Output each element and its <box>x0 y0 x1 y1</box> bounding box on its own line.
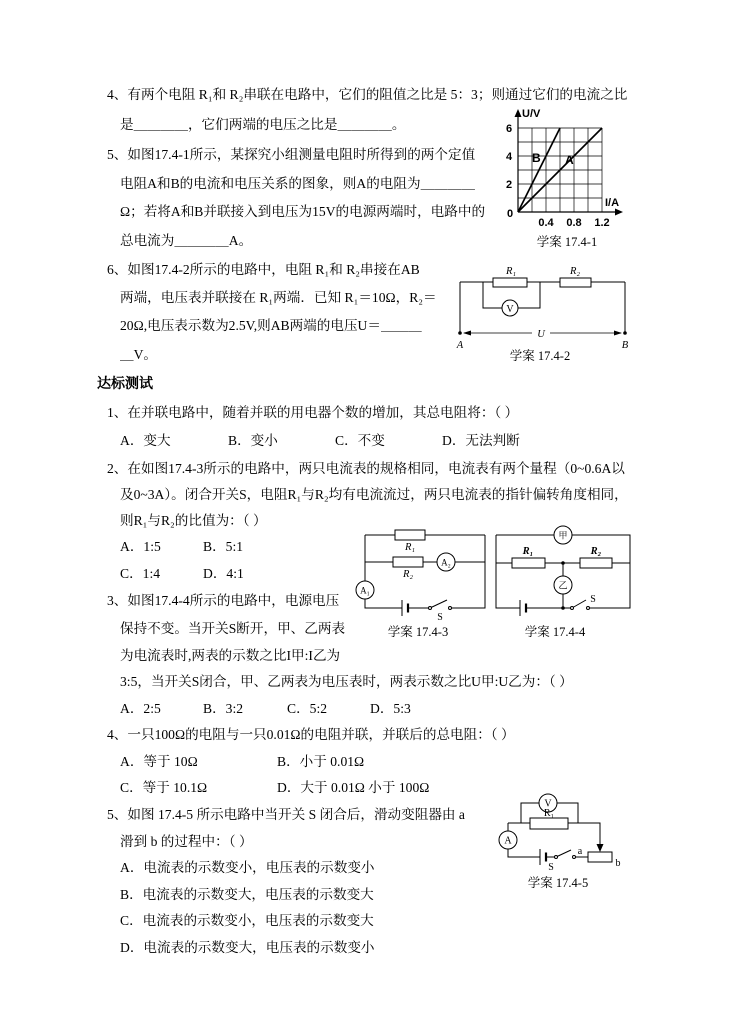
figure-17-4-3-caption: 学案 17.4-3 <box>387 625 449 639</box>
junction-dot-bottom <box>561 606 565 610</box>
test-q5-option-b: B．电流表的示数变大，电压表的示数变大 <box>120 887 374 902</box>
q6-line-4: ＿V。 <box>120 347 158 362</box>
test-q5-line-2: 滑到 b 的过程中：（ ） <box>120 834 253 849</box>
r1-label: R₁ <box>505 266 517 277</box>
r1-label: R₁ <box>543 808 555 819</box>
resistor-r2 <box>580 558 612 568</box>
junction-dot-top <box>561 561 565 565</box>
circuit-wires <box>496 535 630 608</box>
circuit-wires <box>365 535 485 608</box>
terminal-a-dot <box>458 331 462 335</box>
figure-17-4-5-caption: 学案 17.4-5 <box>527 876 589 890</box>
switch-label: S <box>590 594 596 605</box>
test-q1-option-b: B．变小 <box>228 433 278 448</box>
terminal-b-label: B <box>621 340 629 351</box>
y-tick-4: 4 <box>505 151 513 163</box>
switch-s <box>555 850 576 859</box>
voltmeter-label: V <box>544 798 552 810</box>
rheostat-end-b-label: b <box>615 858 621 869</box>
switch-s <box>571 600 590 610</box>
r2-label: R₂ <box>402 569 414 580</box>
meter-jia-label: 甲 <box>558 530 568 541</box>
test-q2-option-a: A．1:5 <box>120 539 161 554</box>
figure-17-4-5-circuit <box>495 790 625 875</box>
origin-label: 0 <box>506 208 514 220</box>
figure-17-4-4-circuit <box>490 522 635 624</box>
ammeter-a2-label: A₂ <box>441 557 451 568</box>
test-q3-option-d: D．5:3 <box>370 701 411 716</box>
q5-line-1: 5、如图17.4-1所示，某探究小组测量电阻时所得到的两个定值 <box>107 147 476 162</box>
q6-line-1: 6、如图17.4-2所示的电路中，电阻 R₁和 R₂串接在AB <box>107 262 420 277</box>
test-q3-line-2: 保持不变。当开关S断开，甲、乙两表 <box>120 621 346 636</box>
meter-yi-label: 乙 <box>558 580 568 591</box>
battery <box>402 600 408 616</box>
resistor-r1 <box>493 278 527 287</box>
test-q5-option-c: C．电流表的示数变小，电压表的示数变大 <box>120 913 374 928</box>
test-q1-option-d: D．无法判断 <box>442 433 520 448</box>
test-q3-line-3: 为电流表时,两表的示数之比I甲:I乙为 <box>120 648 341 663</box>
q4-line-2: 是＿＿＿＿，它们两端的电压之比是＿＿＿＿。 <box>120 117 406 132</box>
line-a-label: A <box>565 153 574 167</box>
x-tick-0-8: 0.8 <box>566 217 582 229</box>
test-q5-option-a: A．电流表的示数变小，电压表的示数变小 <box>120 860 375 875</box>
line-b-label: B <box>532 151 541 165</box>
test-q2-option-d: D．4:1 <box>203 566 244 581</box>
resistor-r1 <box>530 818 568 829</box>
switch-label: S <box>437 612 443 623</box>
resistor-r1 <box>512 558 545 568</box>
q5-line-4: 总电流为＿＿＿＿A。 <box>120 233 253 248</box>
figure-17-4-2-caption: 学案 17.4-2 <box>509 349 571 363</box>
test-q3-option-a: A．2:5 <box>120 701 161 716</box>
rheostat-slider-arrow <box>597 844 604 852</box>
q4-line-1: 4、有两个电阻 R₁和 R₂串联在电路中，它们的阻值之比是 5：3；则通过它们的电流之比 <box>107 87 628 102</box>
test-q4-option-b: B．小于 0.01Ω <box>277 754 365 769</box>
switch-s <box>429 600 452 610</box>
y-tick-6: 6 <box>505 123 513 135</box>
test-q4-option-d: D．大于 0.01Ω 小于 100Ω <box>277 780 430 795</box>
figure-17-4-1-caption: 学案 17.4-1 <box>536 235 598 249</box>
test-q4-line-1: 4、一只100Ω的电阻与一只0.01Ω的电阻并联，并联后的总电阻：（ ） <box>107 727 515 742</box>
test-q1-option-a: A．变大 <box>120 433 171 448</box>
ammeter-label: A <box>504 835 512 847</box>
circuit-wires <box>460 282 625 333</box>
y-axis-label: U/V <box>522 108 541 120</box>
ammeter-a1-label: A₁ <box>360 585 370 596</box>
y-tick-2: 2 <box>505 179 513 191</box>
r2-label: R₂ <box>590 546 602 557</box>
test-q5-line-1: 5、如图 17.4-5 所示电路中当开关 S 闭合后，滑动变阻器由 a <box>107 807 465 822</box>
q5-line-3: Ω；若将A和B并联接入到电压为15V的电源两端时，电路中的 <box>120 204 486 219</box>
r1-label: R₁ <box>404 542 416 553</box>
voltage-u-label: U <box>537 329 545 340</box>
terminal-b-dot <box>623 331 627 335</box>
battery <box>540 849 546 865</box>
section-heading: 达标测试 <box>97 377 153 392</box>
test-q4-option-a: A．等于 10Ω <box>120 754 198 769</box>
x-axis-label: I/A <box>605 197 620 209</box>
figure-17-4-4-caption: 学案 17.4-4 <box>524 625 586 639</box>
figure-17-4-1-graph <box>495 105 635 230</box>
q5-line-2: 电阻A和B的电流和电压关系的图象，则A的电阻为＿＿＿＿ <box>120 176 475 191</box>
resistor-r2 <box>560 278 591 287</box>
test-q3-line-4: 3:5，当开关S闭合，甲、乙两表为电压表时，两表示数之比U甲:U乙为：（ ） <box>120 674 573 689</box>
x-tick-0-4: 0.4 <box>538 217 554 229</box>
figure-17-4-3-circuit <box>355 522 495 624</box>
q6-line-2: 两端，电压表并联接在 R₁两端．已知 R₁＝10Ω，R₂＝ <box>120 290 437 305</box>
test-q3-option-b: B．3:2 <box>203 701 244 716</box>
x-tick-1-2: 1.2 <box>594 217 610 229</box>
r1-label: R₁ <box>522 546 534 557</box>
switch-label: S <box>548 862 554 873</box>
test-q2-line-3: 则R₁与R₂的比值为：（ ） <box>120 513 267 528</box>
resistor-r1 <box>395 530 425 540</box>
test-q5-option-d: D．电流表的示数变大，电压表的示数变小 <box>120 940 375 955</box>
test-q2-option-b: B．5:1 <box>203 539 244 554</box>
test-q2-line-2: 及0~3A）。闭合开关S，电阻R₁与R₂均有电流流过，两只电流表的指针偏转角度相同， <box>120 487 628 502</box>
test-q3-option-c: C．5:2 <box>287 701 328 716</box>
r2-label: R₂ <box>569 266 581 277</box>
test-q1-option-c: C．不变 <box>335 433 385 448</box>
rheostat <box>588 852 612 862</box>
test-q3-line-1: 3、如图17.4-4所示的电路中，电源电压 <box>107 593 340 608</box>
test-q4-option-c: C．等于 10.1Ω <box>120 780 208 795</box>
q6-line-3: 20Ω,电压表示数为2.5V,则AB两端的电压U＝＿＿＿ <box>120 318 422 333</box>
battery <box>520 600 526 616</box>
test-q1-line-1: 1、在并联电路中，随着并联的用电器个数的增加，其总电阻将：（ ） <box>107 405 519 420</box>
rheostat-end-a-label: a <box>577 846 583 857</box>
resistor-r2 <box>393 557 423 567</box>
terminal-a-label: A <box>456 340 464 351</box>
test-q2-line-1: 2、在如图17.4-3所示的电路中，两只电流表的规格相同，电流表有两个量程（0~0.6A以 <box>107 461 625 476</box>
figure-17-4-2-circuit <box>455 262 630 352</box>
test-q2-option-c: C．1:4 <box>120 566 161 581</box>
voltmeter-label: V <box>506 304 514 315</box>
